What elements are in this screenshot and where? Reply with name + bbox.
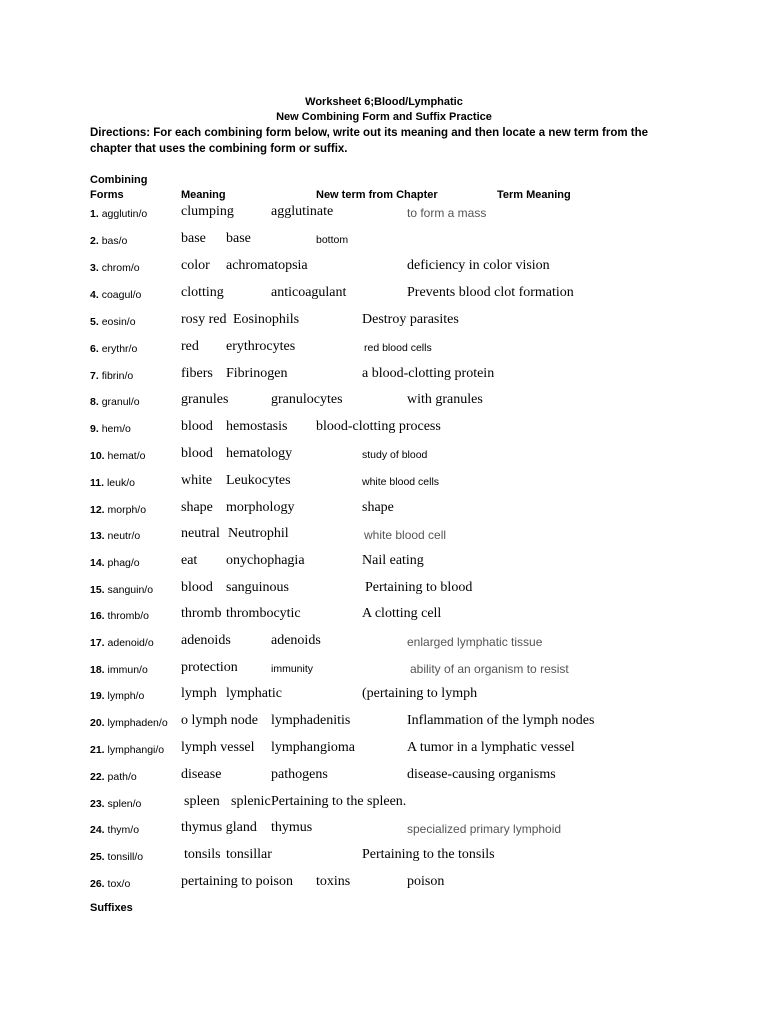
row-definition: study of blood <box>362 449 428 461</box>
list-item <box>0 660 768 682</box>
row-definition: disease-causing organisms <box>407 767 556 782</box>
row-meaning: blood <box>181 446 213 461</box>
row-definition: Pertaining to the spleen. <box>271 794 407 809</box>
row-number-form: 5. eosin/o <box>90 316 136 328</box>
list-item <box>0 339 768 361</box>
row-meaning: blood <box>181 419 213 434</box>
row-term: sanguinous <box>226 580 289 595</box>
row-number-form: 1. agglutin/o <box>90 208 148 220</box>
row-number-form: 26. tox/o <box>90 878 131 890</box>
col-header-forms-line2: Forms <box>90 189 124 201</box>
row-definition: Pertaining to blood <box>365 580 473 595</box>
row-definition: Nail eating <box>362 553 424 568</box>
row-definition: red blood cells <box>364 342 432 354</box>
row-meaning: rosy red <box>181 312 227 327</box>
list-item <box>0 473 768 495</box>
row-number-form: 4. coagul/o <box>90 289 142 301</box>
row-term: Leukocytes <box>226 473 291 488</box>
list-item <box>0 874 768 896</box>
row-definition: Pertaining to the tonsils <box>362 847 495 862</box>
row-term: hematology <box>226 446 293 461</box>
row-term: thymus <box>271 820 313 835</box>
list-item <box>0 767 768 789</box>
worksheet-title: Worksheet 6;Blood/Lymphatic <box>305 96 463 108</box>
row-definition: bottom <box>316 234 349 246</box>
row-definition: a blood-clotting protein <box>362 366 495 381</box>
row-number-form: 23. splen/o <box>90 798 142 810</box>
worksheet-subtitle: New Combining Form and Suffix Practice <box>276 111 492 123</box>
row-term: pathogens <box>271 767 328 782</box>
row-meaning: fibers <box>181 366 213 381</box>
row-definition: deficiency in color vision <box>407 258 550 273</box>
row-meaning: blood <box>181 580 213 595</box>
row-meaning: color <box>181 258 210 273</box>
row-term: base <box>226 231 251 246</box>
row-meaning: base <box>181 231 206 246</box>
row-number-form: 16. thromb/o <box>90 610 149 622</box>
row-number-form: 9. hem/o <box>90 423 131 435</box>
row-term: Neutrophil <box>228 526 289 541</box>
row-definition: Destroy parasites <box>362 312 459 327</box>
row-meaning: clumping <box>181 204 234 219</box>
row-meaning: neutral <box>181 526 220 541</box>
row-definition: (pertaining to lymph <box>362 686 478 701</box>
col-header-forms-line1: Combining <box>90 174 148 186</box>
row-term: tonsillar <box>226 847 272 862</box>
row-number-form: 6. erythr/o <box>90 343 138 355</box>
list-item <box>0 312 768 334</box>
row-term: lymphatic <box>226 686 282 701</box>
row-definition: blood-clotting process <box>316 419 441 434</box>
row-number-form: 21. lymphangi/o <box>90 744 165 756</box>
row-meaning: eat <box>181 553 198 568</box>
row-definition: Prevents blood clot formation <box>407 285 574 300</box>
row-number-form: 10. hemat/o <box>90 450 146 462</box>
row-number-form: 20. lymphaden/o <box>90 717 168 729</box>
row-number-form: 18. immun/o <box>90 664 148 676</box>
row-definition: Inflammation of the lymph nodes <box>407 713 595 728</box>
col-header-term-meaning: Term Meaning <box>497 189 571 201</box>
row-term: Eosinophils <box>233 312 300 327</box>
row-term: achromatopsia <box>226 258 308 273</box>
list-item <box>0 633 768 655</box>
row-meaning: white <box>181 473 213 488</box>
row-meaning: thymus gland <box>181 820 257 835</box>
row-term: morphology <box>226 500 295 515</box>
row-definition: A tumor in a lymphatic vessel <box>407 740 575 755</box>
row-number-form: 25. tonsill/o <box>90 851 144 863</box>
list-item <box>0 686 768 708</box>
row-meaning: pertaining to poison <box>181 874 293 889</box>
row-term: agglutinate <box>271 204 334 219</box>
list-item <box>0 553 768 575</box>
row-number-form: 17. adenoid/o <box>90 637 154 649</box>
col-header-new-term: New term from Chapter <box>316 189 438 201</box>
row-meaning: protection <box>181 660 238 675</box>
row-term: granulocytes <box>271 392 343 407</box>
row-term: immunity <box>271 663 314 675</box>
row-definition: white blood cell <box>364 528 447 542</box>
row-term: erythrocytes <box>226 339 296 354</box>
row-definition: ability of an organism to resist <box>410 662 569 676</box>
row-meaning: lymph <box>181 686 217 701</box>
list-item <box>0 847 768 869</box>
row-definition: specialized primary lymphoid <box>407 822 562 836</box>
list-item <box>0 740 768 762</box>
row-meaning: granules <box>181 392 229 407</box>
row-meaning: red <box>181 339 199 354</box>
row-number-form: 14. phag/o <box>90 557 140 569</box>
list-item <box>0 419 768 441</box>
list-item <box>0 794 768 816</box>
list-item <box>0 204 768 226</box>
row-term: thrombocytic <box>226 606 301 621</box>
row-term: adenoids <box>271 633 321 648</box>
row-number-form: 12. morph/o <box>90 504 147 516</box>
row-definition: A clotting cell <box>362 606 442 621</box>
row-meaning: thromb <box>181 606 222 621</box>
suffixes-heading: Suffixes <box>90 902 133 914</box>
list-item <box>0 500 768 522</box>
list-item <box>0 366 768 388</box>
row-definition: white blood cells <box>362 476 440 488</box>
list-item <box>0 820 768 842</box>
row-term: onychophagia <box>226 553 305 568</box>
row-meaning: shape <box>181 500 213 515</box>
row-meaning: tonsils <box>184 847 221 862</box>
row-number-form: 13. neutr/o <box>90 530 141 542</box>
row-term: lymphangioma <box>271 740 355 755</box>
row-term: lymphadenitis <box>271 713 351 728</box>
row-term: splenic <box>231 794 271 809</box>
row-meaning: clotting <box>181 285 224 300</box>
row-term: toxins <box>316 874 351 889</box>
list-item <box>0 606 768 628</box>
row-number-form: 19. lymph/o <box>90 690 145 702</box>
list-item <box>0 258 768 280</box>
list-item <box>0 285 768 307</box>
row-term: anticoagulant <box>271 285 347 300</box>
row-number-form: 24. thym/o <box>90 824 140 836</box>
row-number-form: 8. granul/o <box>90 396 140 408</box>
row-meaning: lymph vessel <box>181 740 255 755</box>
list-item <box>0 392 768 414</box>
row-meaning: adenoids <box>181 633 231 648</box>
row-definition: shape <box>362 500 394 515</box>
row-term: Fibrinogen <box>226 366 288 381</box>
row-number-form: 15. sanguin/o <box>90 584 154 596</box>
row-definition: poison <box>407 874 445 889</box>
row-meaning: disease <box>181 767 222 782</box>
list-item <box>0 713 768 735</box>
list-item <box>0 446 768 468</box>
list-item <box>0 526 768 548</box>
row-term: hemostasis <box>226 419 288 434</box>
row-meaning: o lymph node <box>181 713 258 728</box>
row-number-form: 7. fibrin/o <box>90 370 134 382</box>
row-number-form: 11. leuk/o <box>90 477 135 489</box>
row-number-form: 22. path/o <box>90 771 137 783</box>
directions: Directions: For each combining form below, write out its meaning and then locate a new term from the chapter that uses the combining form or suffix. <box>90 127 649 155</box>
list-item <box>0 580 768 602</box>
row-definition: to form a mass <box>407 206 487 220</box>
list-item <box>0 231 768 253</box>
row-number-form: 3. chrom/o <box>90 262 140 274</box>
col-header-meaning: Meaning <box>181 189 226 201</box>
row-number-form: 2. bas/o <box>90 235 128 247</box>
row-definition: enlarged lymphatic tissue <box>407 635 543 649</box>
row-meaning: spleen <box>184 794 220 809</box>
row-definition: with granules <box>407 392 483 407</box>
